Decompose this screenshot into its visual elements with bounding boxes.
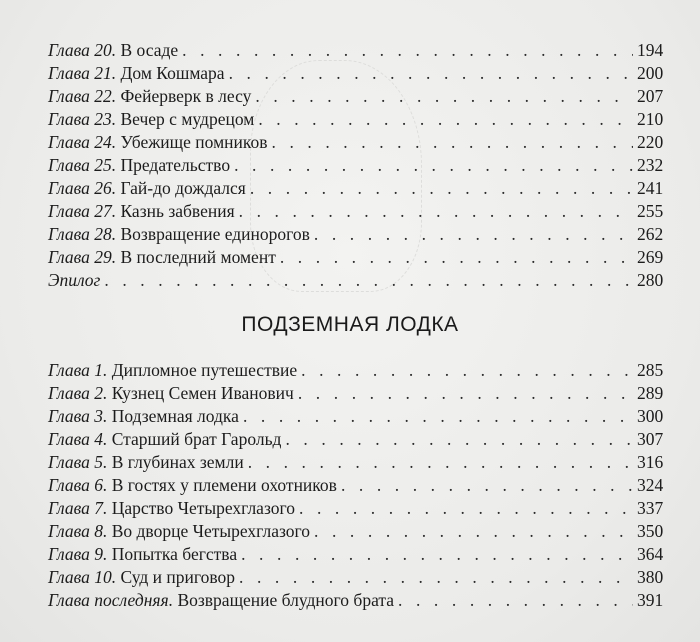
- page-number: 262: [637, 224, 664, 244]
- chapter-title: Старший брат Гарольд: [111, 429, 282, 449]
- chapter-number: Глава 2.: [48, 383, 108, 403]
- chapter-number: Глава 10.: [48, 567, 117, 587]
- chapter-title: В осаде: [120, 40, 179, 60]
- dot-leader: [272, 131, 634, 154]
- toc-entry[interactable]: [48, 543, 663, 566]
- page-number: 324: [637, 475, 664, 495]
- toc-entry[interactable]: [48, 177, 663, 200]
- chapter-title: Дипломное путешествие: [111, 360, 298, 380]
- dot-leader: [239, 200, 633, 223]
- page-number: 232: [637, 155, 664, 175]
- dot-leader: [248, 451, 633, 474]
- chapter-title: Во дворце Четырехглазого: [111, 521, 311, 541]
- page-number: 316: [637, 452, 664, 472]
- chapter-number: Глава 28.: [48, 224, 117, 244]
- chapter-title: Предательство: [120, 155, 231, 175]
- toc-entry[interactable]: [48, 223, 663, 246]
- page-number: 210: [637, 109, 664, 129]
- chapter-title: В последний момент: [120, 247, 276, 267]
- chapter-number: Глава 7.: [48, 498, 108, 518]
- chapter-number: Глава 24.: [48, 132, 117, 152]
- chapter-title: Кузнец Семен Иванович: [111, 383, 294, 403]
- chapter-title: Попытка бегства: [111, 544, 238, 564]
- dot-leader: [258, 108, 633, 131]
- toc-entry[interactable]: [48, 497, 663, 520]
- dot-leader: [104, 269, 633, 292]
- page-number: 220: [637, 132, 664, 152]
- dot-leader: [239, 566, 633, 589]
- chapter-title: В глубинах земли: [111, 452, 244, 472]
- dot-leader: [234, 154, 633, 177]
- chapter-title: Гай-до дождался: [120, 178, 246, 198]
- page-number: 350: [637, 521, 664, 541]
- toc-entry[interactable]: [48, 269, 663, 292]
- toc-list-section-2: [48, 359, 663, 612]
- toc-entry[interactable]: [48, 39, 663, 62]
- toc-entry[interactable]: [48, 62, 663, 85]
- toc-entry[interactable]: [48, 108, 663, 131]
- page-number: 289: [637, 383, 664, 403]
- dot-leader: [255, 85, 633, 108]
- chapter-number: Глава 29.: [48, 247, 117, 267]
- chapter-number: Глава 6.: [48, 475, 108, 495]
- chapter-number: Глава 9.: [48, 544, 108, 564]
- toc-entry[interactable]: [48, 246, 663, 269]
- toc-entry[interactable]: [48, 405, 663, 428]
- chapter-number: Глава 5.: [48, 452, 108, 472]
- page-number: 391: [637, 590, 664, 610]
- dot-leader: [299, 497, 633, 520]
- chapter-number: Глава 25.: [48, 155, 117, 175]
- chapter-title: Суд и приговор: [120, 567, 236, 587]
- dot-leader: [341, 474, 633, 497]
- chapter-title: Возвращение единорогов: [120, 224, 310, 244]
- toc-entry[interactable]: [48, 382, 663, 405]
- chapter-number: Глава 23.: [48, 109, 117, 129]
- toc-entry[interactable]: [48, 131, 663, 154]
- chapter-title: Казнь забвения: [120, 201, 235, 221]
- page-number: 280: [637, 270, 664, 290]
- chapter-title: Царство Четырехглазого: [111, 498, 295, 518]
- toc-entry[interactable]: [48, 566, 663, 589]
- toc-list-section-1: [48, 39, 663, 292]
- page-number: 269: [637, 247, 664, 267]
- dot-leader: [182, 39, 633, 62]
- toc-entry[interactable]: [48, 451, 663, 474]
- toc-entry[interactable]: [48, 359, 663, 382]
- chapter-number: Глава 8.: [48, 521, 108, 541]
- page-number: 300: [637, 406, 664, 426]
- dot-leader: [301, 359, 633, 382]
- chapter-number: Глава 3.: [48, 406, 108, 426]
- page-number: 364: [637, 544, 664, 564]
- dot-leader: [229, 62, 633, 85]
- page-number: 200: [637, 63, 664, 83]
- toc-entry[interactable]: [48, 154, 663, 177]
- dot-leader: [280, 246, 633, 269]
- toc-entry[interactable]: [48, 200, 663, 223]
- dot-leader: [250, 177, 633, 200]
- dot-leader: [398, 589, 633, 612]
- chapter-title: Фейерверк в лесу: [120, 86, 252, 106]
- chapter-number: Глава 4.: [48, 429, 108, 449]
- page-number: 194: [637, 40, 664, 60]
- chapter-number: Глава последняя.: [48, 590, 174, 610]
- chapter-title: В гостях у племени охотников: [111, 475, 337, 495]
- toc-entry[interactable]: [48, 520, 663, 543]
- chapter-title: Подземная лодка: [111, 406, 239, 426]
- dot-leader: [314, 520, 633, 543]
- page-number: 285: [637, 360, 664, 380]
- page-number: 307: [637, 429, 664, 449]
- chapter-title: Дом Кошмара: [120, 63, 225, 83]
- page-number: 255: [637, 201, 664, 221]
- dot-leader: [241, 543, 633, 566]
- chapter-title: Убежище помников: [120, 132, 268, 152]
- page-number: 241: [637, 178, 664, 198]
- chapter-title: Возвращение блудного брата: [177, 590, 395, 610]
- chapter-number: Глава 21.: [48, 63, 117, 83]
- toc-entry[interactable]: [48, 85, 663, 108]
- toc-entry[interactable]: [48, 428, 663, 451]
- chapter-number: Эпилог: [48, 270, 101, 290]
- chapter-title: Вечер с мудрецом: [120, 109, 255, 129]
- page-number: 380: [637, 567, 664, 587]
- chapter-number: Глава 26.: [48, 178, 117, 198]
- chapter-number: Глава 20.: [48, 40, 117, 60]
- dot-leader: [243, 405, 633, 428]
- chapter-number: Глава 27.: [48, 201, 117, 221]
- page-number: 207: [637, 86, 664, 106]
- dot-leader: [285, 428, 633, 451]
- chapter-number: Глава 22.: [48, 86, 117, 106]
- section-heading: ПОДЗЕМНАЯ ЛОДКА: [241, 313, 459, 336]
- dot-leader: [298, 382, 633, 405]
- page-number: 337: [637, 498, 664, 518]
- chapter-number: Глава 1.: [48, 360, 108, 380]
- dot-leader: [314, 223, 633, 246]
- toc-entry[interactable]: [48, 589, 663, 612]
- toc-entry[interactable]: [48, 474, 663, 497]
